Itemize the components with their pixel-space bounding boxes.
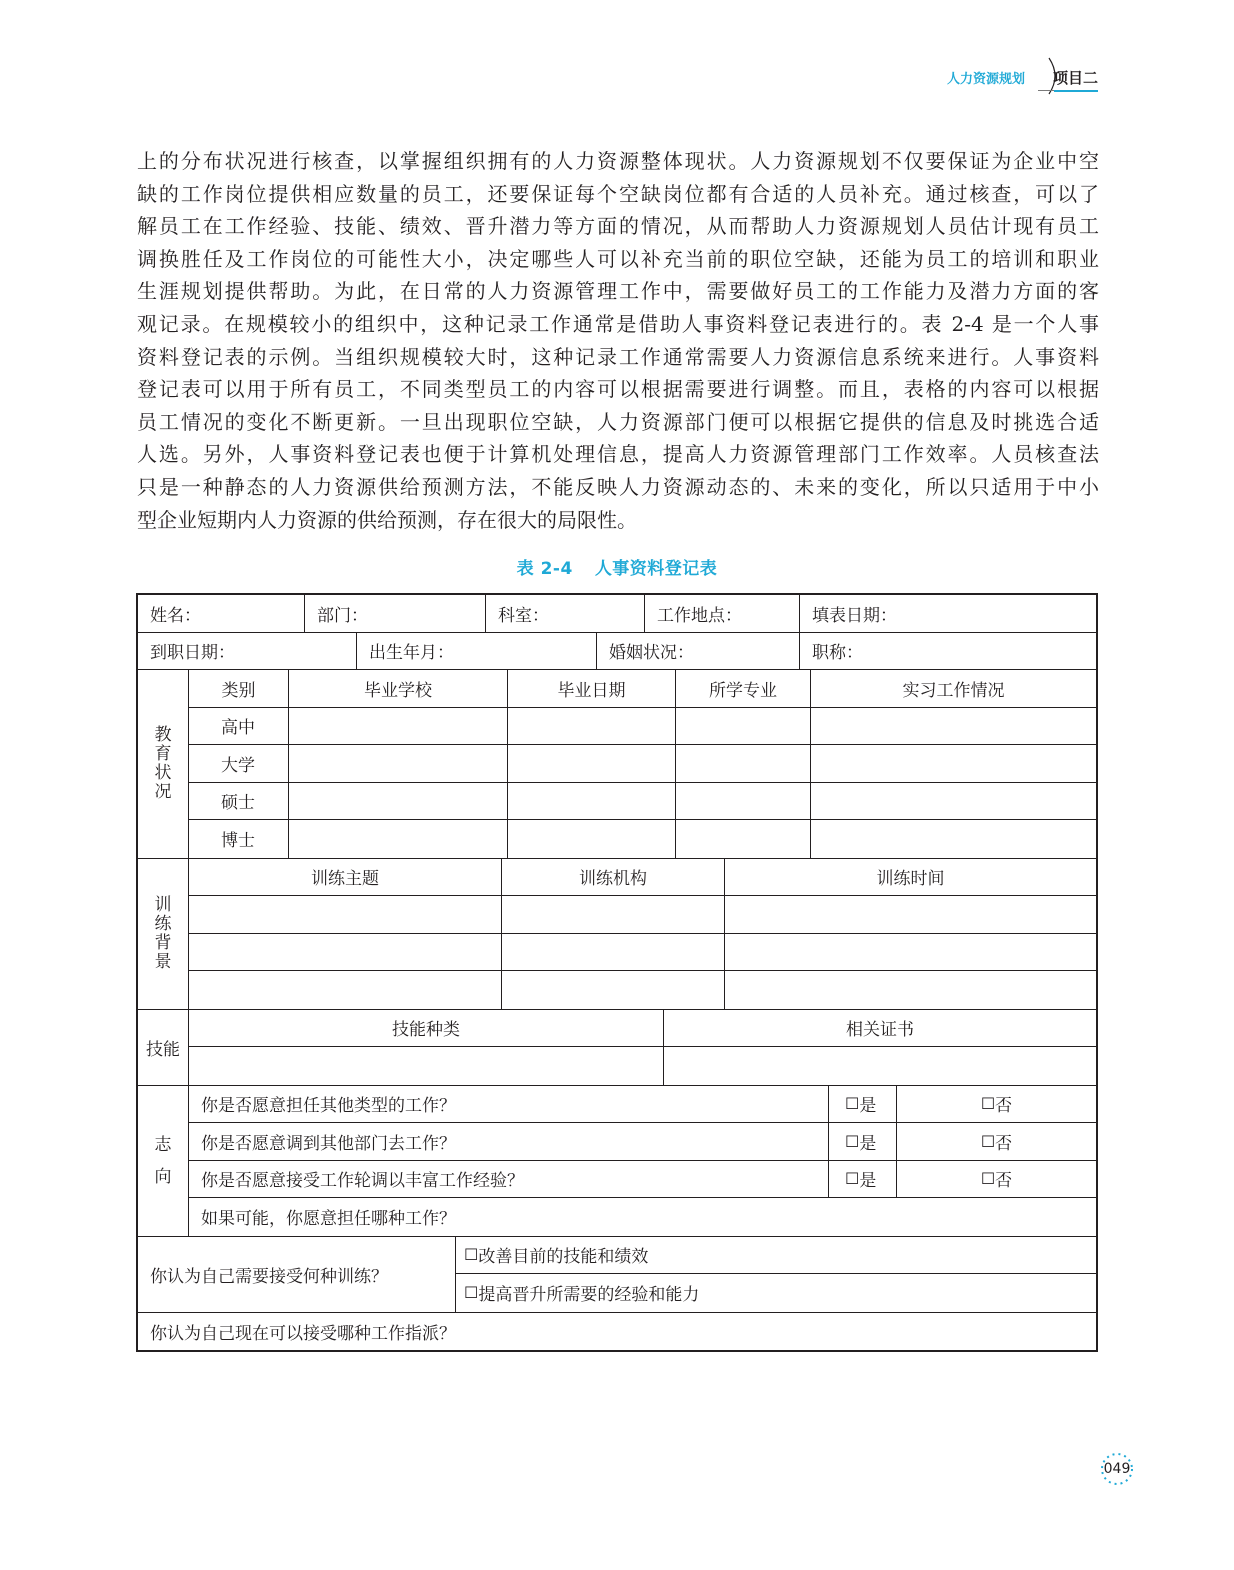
training-header-row: [189, 859, 1096, 897]
topic-cell[interactable]: [189, 934, 502, 971]
paragraph-line: 资料登记表的示例。当组织规模较大时，这种记录工作通常需要人力资源信息系统来进行。人事资料: [137, 344, 1099, 369]
header-project-label: 项目二: [1052, 68, 1098, 87]
internship-cell[interactable]: [811, 783, 1096, 820]
page-number-text: 049: [1103, 1461, 1131, 1477]
education-row: [189, 745, 1096, 783]
aspiration-section: [138, 1086, 1096, 1237]
col-header-school: 毕业学校: [289, 670, 508, 707]
paragraph-line: 调换胜任及工作岗位的可能性大小，决定哪些人可以补充当前的职位空缺，还能为员工的培训和职业: [137, 246, 1099, 271]
name-field[interactable]: 姓名：: [138, 595, 305, 632]
yes-option[interactable]: [829, 1123, 897, 1160]
education-label: [138, 670, 189, 858]
checkbox-icon[interactable]: ☐: [980, 1094, 996, 1114]
internship-cell[interactable]: [811, 708, 1096, 745]
personnel-record-form: [136, 593, 1098, 1352]
section-field[interactable]: 科室：: [486, 595, 645, 632]
label-char: 练: [154, 913, 172, 934]
header-section-title: 人力资源规划: [946, 71, 1025, 87]
hire-date-field[interactable]: 到职日期：: [138, 633, 357, 670]
work-location-field[interactable]: 工作地点：: [645, 595, 800, 632]
col-header-category: 类别: [189, 670, 289, 707]
training-need-section: [138, 1237, 1096, 1313]
col-header-certificate: 相关证书: [846, 1020, 914, 1041]
paragraph-line: 登记表可以用于所有员工，不同类型员工的内容可以根据需要进行调整。而且，表格的内容可以根据: [137, 377, 1099, 402]
question-text: 你是否愿意担任其他类型的工作？: [189, 1086, 829, 1123]
label-char: 训: [154, 894, 172, 915]
table-number: 表 2-4: [516, 559, 573, 579]
paragraph-line: 员工情况的变化不断更新。一旦出现职位空缺，人力资源部门便可以根据它提供的信息及时挑选合适: [137, 409, 1099, 434]
label-char: 况: [154, 781, 172, 802]
internship-cell[interactable]: [811, 820, 1096, 858]
paragraph-line: 人选。另外，人事资料登记表也便于计算机处理信息，提高人力资源管理部门工作效率。人员核查法: [137, 442, 1099, 467]
skills-section: [138, 1010, 1096, 1086]
header-underline-grey: [1038, 90, 1054, 91]
paragraph-line: 只是一种静态的人力资源供给预测方法，不能反映人力资源动态的、未来的变化，所以只适用于中小: [137, 474, 1099, 499]
major-cell[interactable]: [676, 820, 811, 858]
education-level: 高中: [189, 708, 289, 745]
topic-cell[interactable]: [189, 896, 502, 933]
checkbox-icon[interactable]: ☐: [845, 1094, 860, 1114]
col-header-internship: 实习工作情况: [902, 680, 1005, 701]
grad-date-cell[interactable]: [508, 745, 676, 782]
birth-date-field[interactable]: 出生年月：: [357, 633, 597, 670]
department-field[interactable]: 部门：: [305, 595, 486, 632]
assignment-row: [138, 1313, 1096, 1351]
aspiration-question-row: [189, 1161, 1096, 1199]
fill-date-field[interactable]: 填表日期：: [812, 605, 897, 626]
assignment-question[interactable]: 你认为自己现在可以接受哪种工作指派？: [150, 1323, 456, 1344]
training-time-cell[interactable]: [725, 971, 1096, 1009]
training-row: [189, 934, 1096, 972]
col-header-institution: 训练机构: [502, 859, 725, 896]
institution-cell[interactable]: [502, 934, 725, 971]
form-row-basic-1: [138, 595, 1096, 633]
school-cell[interactable]: [289, 820, 508, 858]
grad-date-cell[interactable]: [508, 783, 676, 820]
no-label: 否: [995, 1171, 1013, 1192]
training-option-row: [456, 1237, 1096, 1275]
skill-type-cell[interactable]: [189, 1047, 664, 1085]
training-option[interactable]: [456, 1274, 1096, 1312]
major-cell[interactable]: [676, 783, 811, 820]
certificate-cell[interactable]: [664, 1047, 1096, 1085]
yes-label: 是: [859, 1096, 877, 1117]
paragraph-line: 缺的工作岗位提供相应数量的员工，还要保证每个空缺岗位都有合适的人员补充。通过核查，可以了: [137, 181, 1099, 206]
training-label: [138, 859, 189, 1009]
training-row: [189, 896, 1096, 934]
institution-cell[interactable]: [502, 971, 725, 1009]
aspiration-question-row: [189, 1086, 1096, 1124]
skills-row: [189, 1047, 1096, 1085]
label-char: 背: [154, 932, 172, 953]
paragraph-line: 解员工在工作经验、技能、绩效、晋升潜力等方面的情况，从而帮助人力资源规划人员估计现有员工: [137, 214, 1099, 239]
form-row-basic-2: [138, 633, 1096, 671]
body-paragraph: [137, 145, 1099, 536]
col-header-grad-date: 毕业日期: [508, 670, 676, 707]
education-level: 大学: [189, 745, 289, 782]
running-header: [947, 60, 1098, 94]
education-level: 博士: [189, 820, 289, 858]
checkbox-icon[interactable]: ☐: [980, 1169, 996, 1189]
aspiration-question-row: [189, 1123, 1096, 1161]
grad-date-cell[interactable]: [508, 820, 676, 858]
topic-cell[interactable]: [189, 971, 502, 1009]
major-cell[interactable]: [676, 708, 811, 745]
training-option-row: [456, 1274, 1096, 1312]
yes-option[interactable]: [829, 1086, 897, 1123]
skills-label: [138, 1010, 189, 1085]
table-caption: [0, 554, 1234, 579]
training-time-cell[interactable]: [725, 896, 1096, 933]
marital-status-field[interactable]: 婚姻状况：: [597, 633, 800, 670]
aspiration-label: [138, 1086, 189, 1236]
col-header-training-time: 训练时间: [876, 869, 945, 890]
training-time-cell[interactable]: [725, 934, 1096, 971]
question-text: 你是否愿意调到其他部门去工作？: [189, 1123, 829, 1160]
col-header-topic: 训练主题: [189, 859, 502, 896]
checkbox-icon[interactable]: ☐: [845, 1169, 860, 1189]
no-option[interactable]: [897, 1161, 1096, 1198]
paragraph-line: 型企业短期内人力资源的供给预测，存在很大的局限性。: [137, 507, 637, 532]
yes-label: 是: [859, 1133, 877, 1154]
option-label: 提高晋升所需要的经验和能力: [478, 1285, 700, 1306]
education-row: [189, 783, 1096, 821]
job-title-field[interactable]: 职称：: [812, 643, 863, 664]
label-char: 状: [154, 762, 172, 783]
no-label: 否: [995, 1133, 1013, 1154]
col-header-skill-type: 技能种类: [189, 1010, 664, 1047]
no-option[interactable]: [897, 1123, 1096, 1160]
no-label: 否: [995, 1096, 1013, 1117]
institution-cell[interactable]: [502, 896, 725, 933]
major-cell[interactable]: [676, 745, 811, 782]
school-cell[interactable]: [289, 708, 508, 745]
table-title: 人事资料登记表: [594, 559, 718, 579]
grad-date-cell[interactable]: [508, 708, 676, 745]
label-char: 向: [154, 1166, 172, 1187]
question-text: 你是否愿意接受工作轮调以丰富工作经验？: [189, 1161, 829, 1198]
training-row: [189, 971, 1096, 1009]
skills-header-row: [189, 1010, 1096, 1048]
label-char: 育: [154, 743, 172, 764]
label-char: 志: [154, 1134, 172, 1155]
checkbox-icon[interactable]: ☐: [464, 1245, 479, 1265]
checkbox-icon[interactable]: ☐: [980, 1131, 996, 1151]
school-cell[interactable]: [289, 745, 508, 782]
education-level: 硕士: [189, 783, 289, 820]
training-option[interactable]: [456, 1237, 1096, 1274]
col-header-major: 所学专业: [676, 670, 811, 707]
label-char: 教: [154, 724, 172, 745]
preferred-job-question[interactable]: 如果可能，你愿意担任哪种工作？: [201, 1209, 456, 1230]
yes-option[interactable]: [829, 1161, 897, 1198]
education-header-row: [189, 670, 1096, 708]
paragraph-line: 上的分布状况进行核查，以掌握组织拥有的人力资源整体现状。人力资源规划不仅要保证为企业中空: [137, 149, 1099, 173]
skills-label-text: 技能: [146, 1039, 180, 1060]
training-section: [138, 859, 1096, 1010]
header-underline: [1054, 90, 1098, 92]
paragraph-line: 观记录。在规模较小的组织中，这种记录工作通常是借助人事资料登记表进行的。表 2-4 是一个人事: [137, 311, 1099, 336]
training-need-question: 你认为自己需要接受何种训练？: [138, 1237, 456, 1312]
paragraph-line: 生涯规划提供帮助。为此，在日常的人力资源管理工作中，需要做好员工的工作能力及潜力方面的客: [137, 279, 1099, 304]
checkbox-icon[interactable]: ☐: [845, 1131, 860, 1151]
education-row: [189, 820, 1096, 858]
no-option[interactable]: [897, 1086, 1096, 1123]
aspiration-open-row: [189, 1198, 1096, 1236]
option-label: 改善目前的技能和绩效: [478, 1247, 649, 1268]
education-section: [138, 670, 1096, 859]
internship-cell[interactable]: [811, 745, 1096, 782]
yes-label: 是: [859, 1171, 877, 1192]
checkbox-icon[interactable]: ☐: [464, 1283, 479, 1303]
label-char: 景: [154, 951, 172, 972]
education-row: [189, 708, 1096, 746]
school-cell[interactable]: [289, 783, 508, 820]
page-number: [1100, 1452, 1134, 1486]
